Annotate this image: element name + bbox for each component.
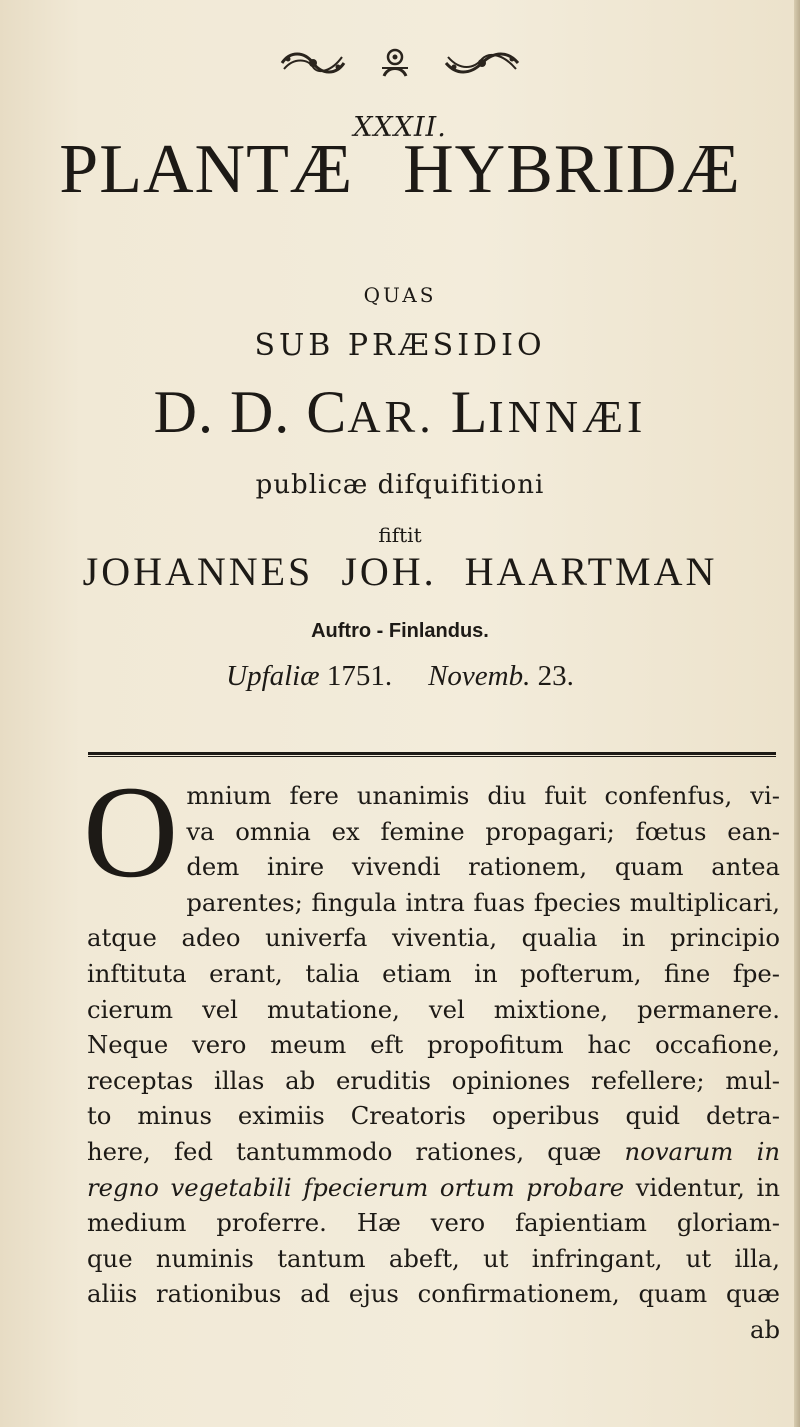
sistit-line: fiftit: [378, 523, 422, 547]
italic-run: regno vegetabili fpecierum ortum probare: [87, 1172, 625, 1202]
day: 23.: [537, 660, 574, 692]
praeses-prefix: D. D.: [153, 379, 291, 445]
drop-cap: O: [83, 758, 179, 905]
head-ornament: [0, 38, 800, 88]
italic-run: novarum in: [624, 1136, 780, 1166]
text-line: mnium fere unanimis diu fuit confenfus, vi-: [186, 781, 780, 810]
text-line: Neque vero meum eft propofitum hac occafione,: [87, 1030, 780, 1060]
text-line: to minus eximiis Creatoris operibus quid detra-: [87, 1101, 780, 1131]
praeses-linnaei-rest: INNÆI: [488, 391, 647, 442]
ornament-center-icon: [378, 46, 412, 80]
dateline: [0, 660, 800, 693]
body-text: [83, 758, 780, 1348]
praeses-car-rest: AR.: [347, 391, 435, 442]
sub-praesidio-line: SUB PRÆSIDIO: [254, 328, 546, 363]
text-run: videntur, in: [635, 1172, 780, 1202]
page-edge: [794, 0, 800, 1427]
catchword: ab: [749, 1314, 780, 1344]
place: Upfaliæ: [226, 660, 320, 692]
praeses-linnaei-initial: L: [450, 379, 489, 445]
respondent-name: [0, 548, 800, 595]
quas-line: QUAS: [363, 283, 437, 307]
page-title: [0, 130, 800, 210]
ornament-right-icon: [442, 49, 522, 77]
double-rule: [88, 752, 776, 757]
text-line: [87, 1134, 780, 1170]
praeses-name: [0, 378, 800, 447]
text-line: que numinis tantum abeft, ut infringant, ut illa,: [87, 1243, 780, 1273]
publicae-line: publicæ difquifitioni: [255, 470, 545, 500]
text-run: here, fed tantummodo rationes, quæ: [87, 1136, 602, 1166]
respondent-surname: HAARTMAN: [464, 549, 718, 594]
text-line: va omnia ex femine propagari; fœtus ean-: [186, 816, 780, 846]
praeses-car-initial: C: [306, 379, 348, 445]
text-line: dem inire vivendi rationem, quam antea: [186, 852, 780, 882]
text-line: medium proferre. Hæ vero fapientiam gloriam-: [87, 1208, 780, 1238]
text-line: inftituta erant, talia etiam in pofterum, fine fpe-: [87, 958, 780, 988]
text-line: parentes; fingula intra fuas fpecies multiplicari,: [186, 887, 780, 917]
text-line: [87, 1170, 780, 1206]
text-line: atque adeo univerfa viventia, qualia in principio: [87, 923, 780, 953]
title-word-2: HYBRIDÆ: [403, 131, 741, 208]
respondent-given: JOHANNES: [82, 549, 314, 594]
month: Novemb.: [428, 660, 531, 692]
respondent-origin: Auftro - Finlandus.: [311, 620, 489, 642]
title-word-1: PLANTÆ: [59, 131, 354, 208]
ornament-left-icon: [278, 49, 348, 77]
respondent-mid: JOH.: [341, 549, 437, 594]
text-line: receptas illas ab eruditis opiniones refellere; mul-: [87, 1065, 780, 1095]
text-line: cierum vel mutatione, vel mixtione, permanere.: [87, 994, 780, 1024]
text-line: aliis rationibus ad ejus confirmationem, quam quæ: [87, 1279, 780, 1309]
year: 1751.: [326, 660, 393, 692]
dissertation-number: XXXII.: [353, 112, 447, 143]
